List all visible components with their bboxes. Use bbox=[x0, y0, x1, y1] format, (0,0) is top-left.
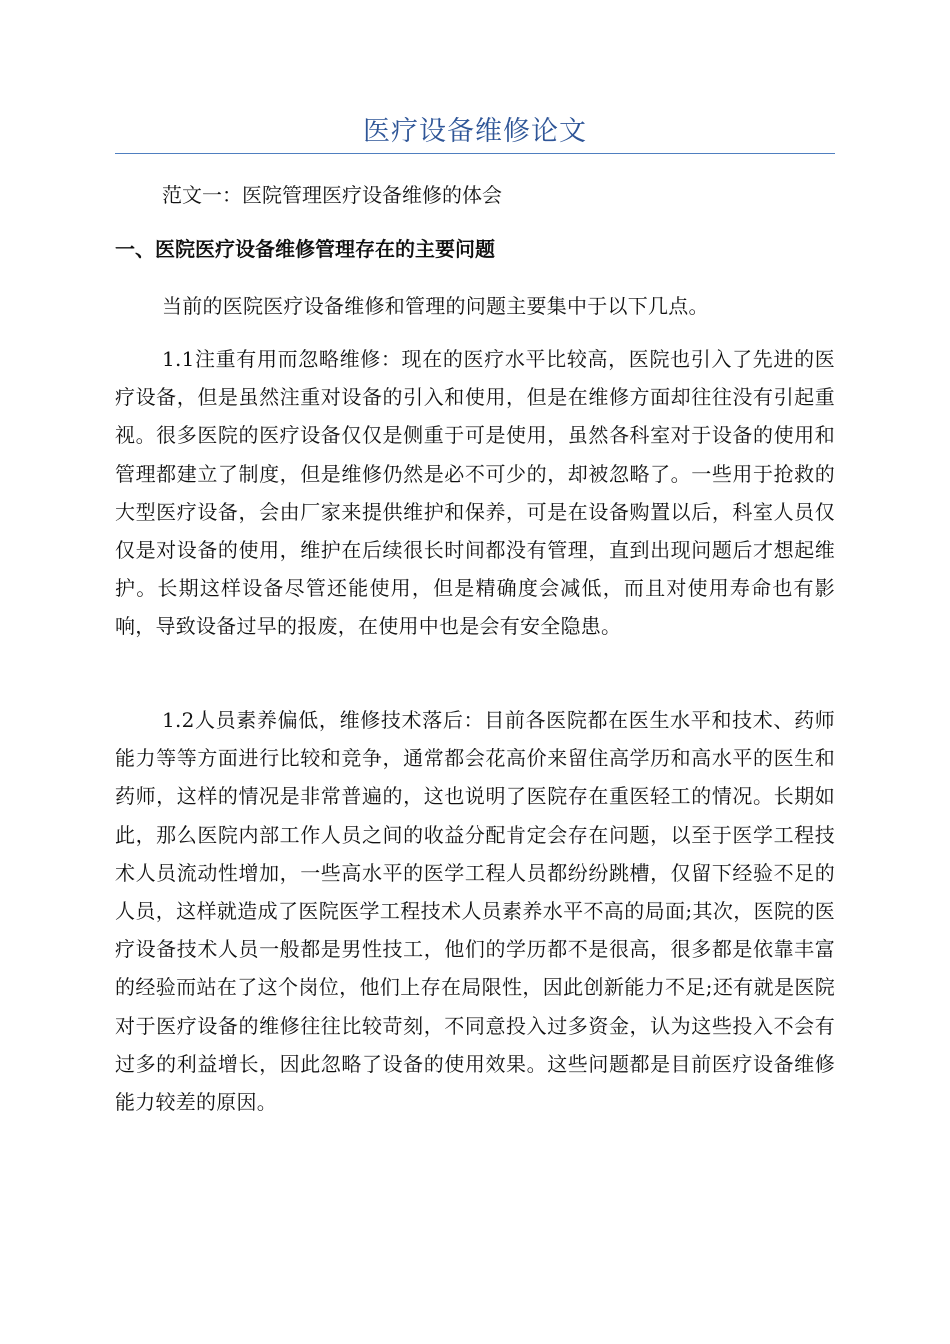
paragraph-1-1: 1.1注重有用而忽略维修：现在的医疗水平比较高，医院也引入了先进的医疗设备，但是虽然注重对设备的引入和使用，但是在维修方面却往往没有引起重视。很多医院的医疗设备仅仅是侧重于可是使用，虽然各科室对于设备的使用和管理都建立了制度，但是维修仍然是必不可少的，却被忽略了。一些用于抢救的大型医疗设备，会由厂家来提供维护和保养，可是在设备购置以后，科室人员仅仅是对设备的使用，维护在后续很长时间都没有管理，直到出现问题后才想起维护。长期这样设备尽管还能使用，但是精确度会减低，而且对使用寿命也有影响，导致设备过早的报废，在使用中也是会有安全隐患。 bbox=[115, 347, 835, 639]
document-subtitle: 范文一：医院管理医疗设备维修的体会 bbox=[162, 183, 502, 207]
title-divider bbox=[115, 153, 835, 154]
section-heading: 一、医院医疗设备维修管理存在的主要问题 bbox=[115, 237, 495, 261]
document-title: 医疗设备维修论文 bbox=[363, 116, 587, 147]
paragraph-intro: 当前的医院医疗设备维修和管理的问题主要集中于以下几点。 bbox=[162, 294, 709, 318]
paragraph-1-2: 1.2人员素养偏低，维修技术落后：目前各医院都在医生水平和技术、药师能力等等方面进行比较和竞争，通常都会花高价来留住高学历和高水平的医生和药师，这样的情况是非常普遍的，这也说明了医院存在重医轻工的情况。长期如此，那么医院内部工作人员之间的收益分配肯定会存在问题，以至于医学工程技术人员流动性增加，一些高水平的医学工程人员都纷纷跳槽，仅留下经验不足的人员，这样就造成了医院医学工程技术人员素养水平不高的局面;其次，医院的医疗设备技术人员一般都是男性技工，他们的学历都不是很高，很多都是依靠丰富的经验而站在了这个岗位，他们上存在局限性，因此创新能力不足;还有就是医院对于医疗设备的维修往往比较苛刻，不同意投入过多资金，认为这些投入不会有过多的利益增长，因此忽略了设备的使用效果。这些问题都是目前医疗设备维修能力较差的原因。 bbox=[115, 708, 835, 1115]
